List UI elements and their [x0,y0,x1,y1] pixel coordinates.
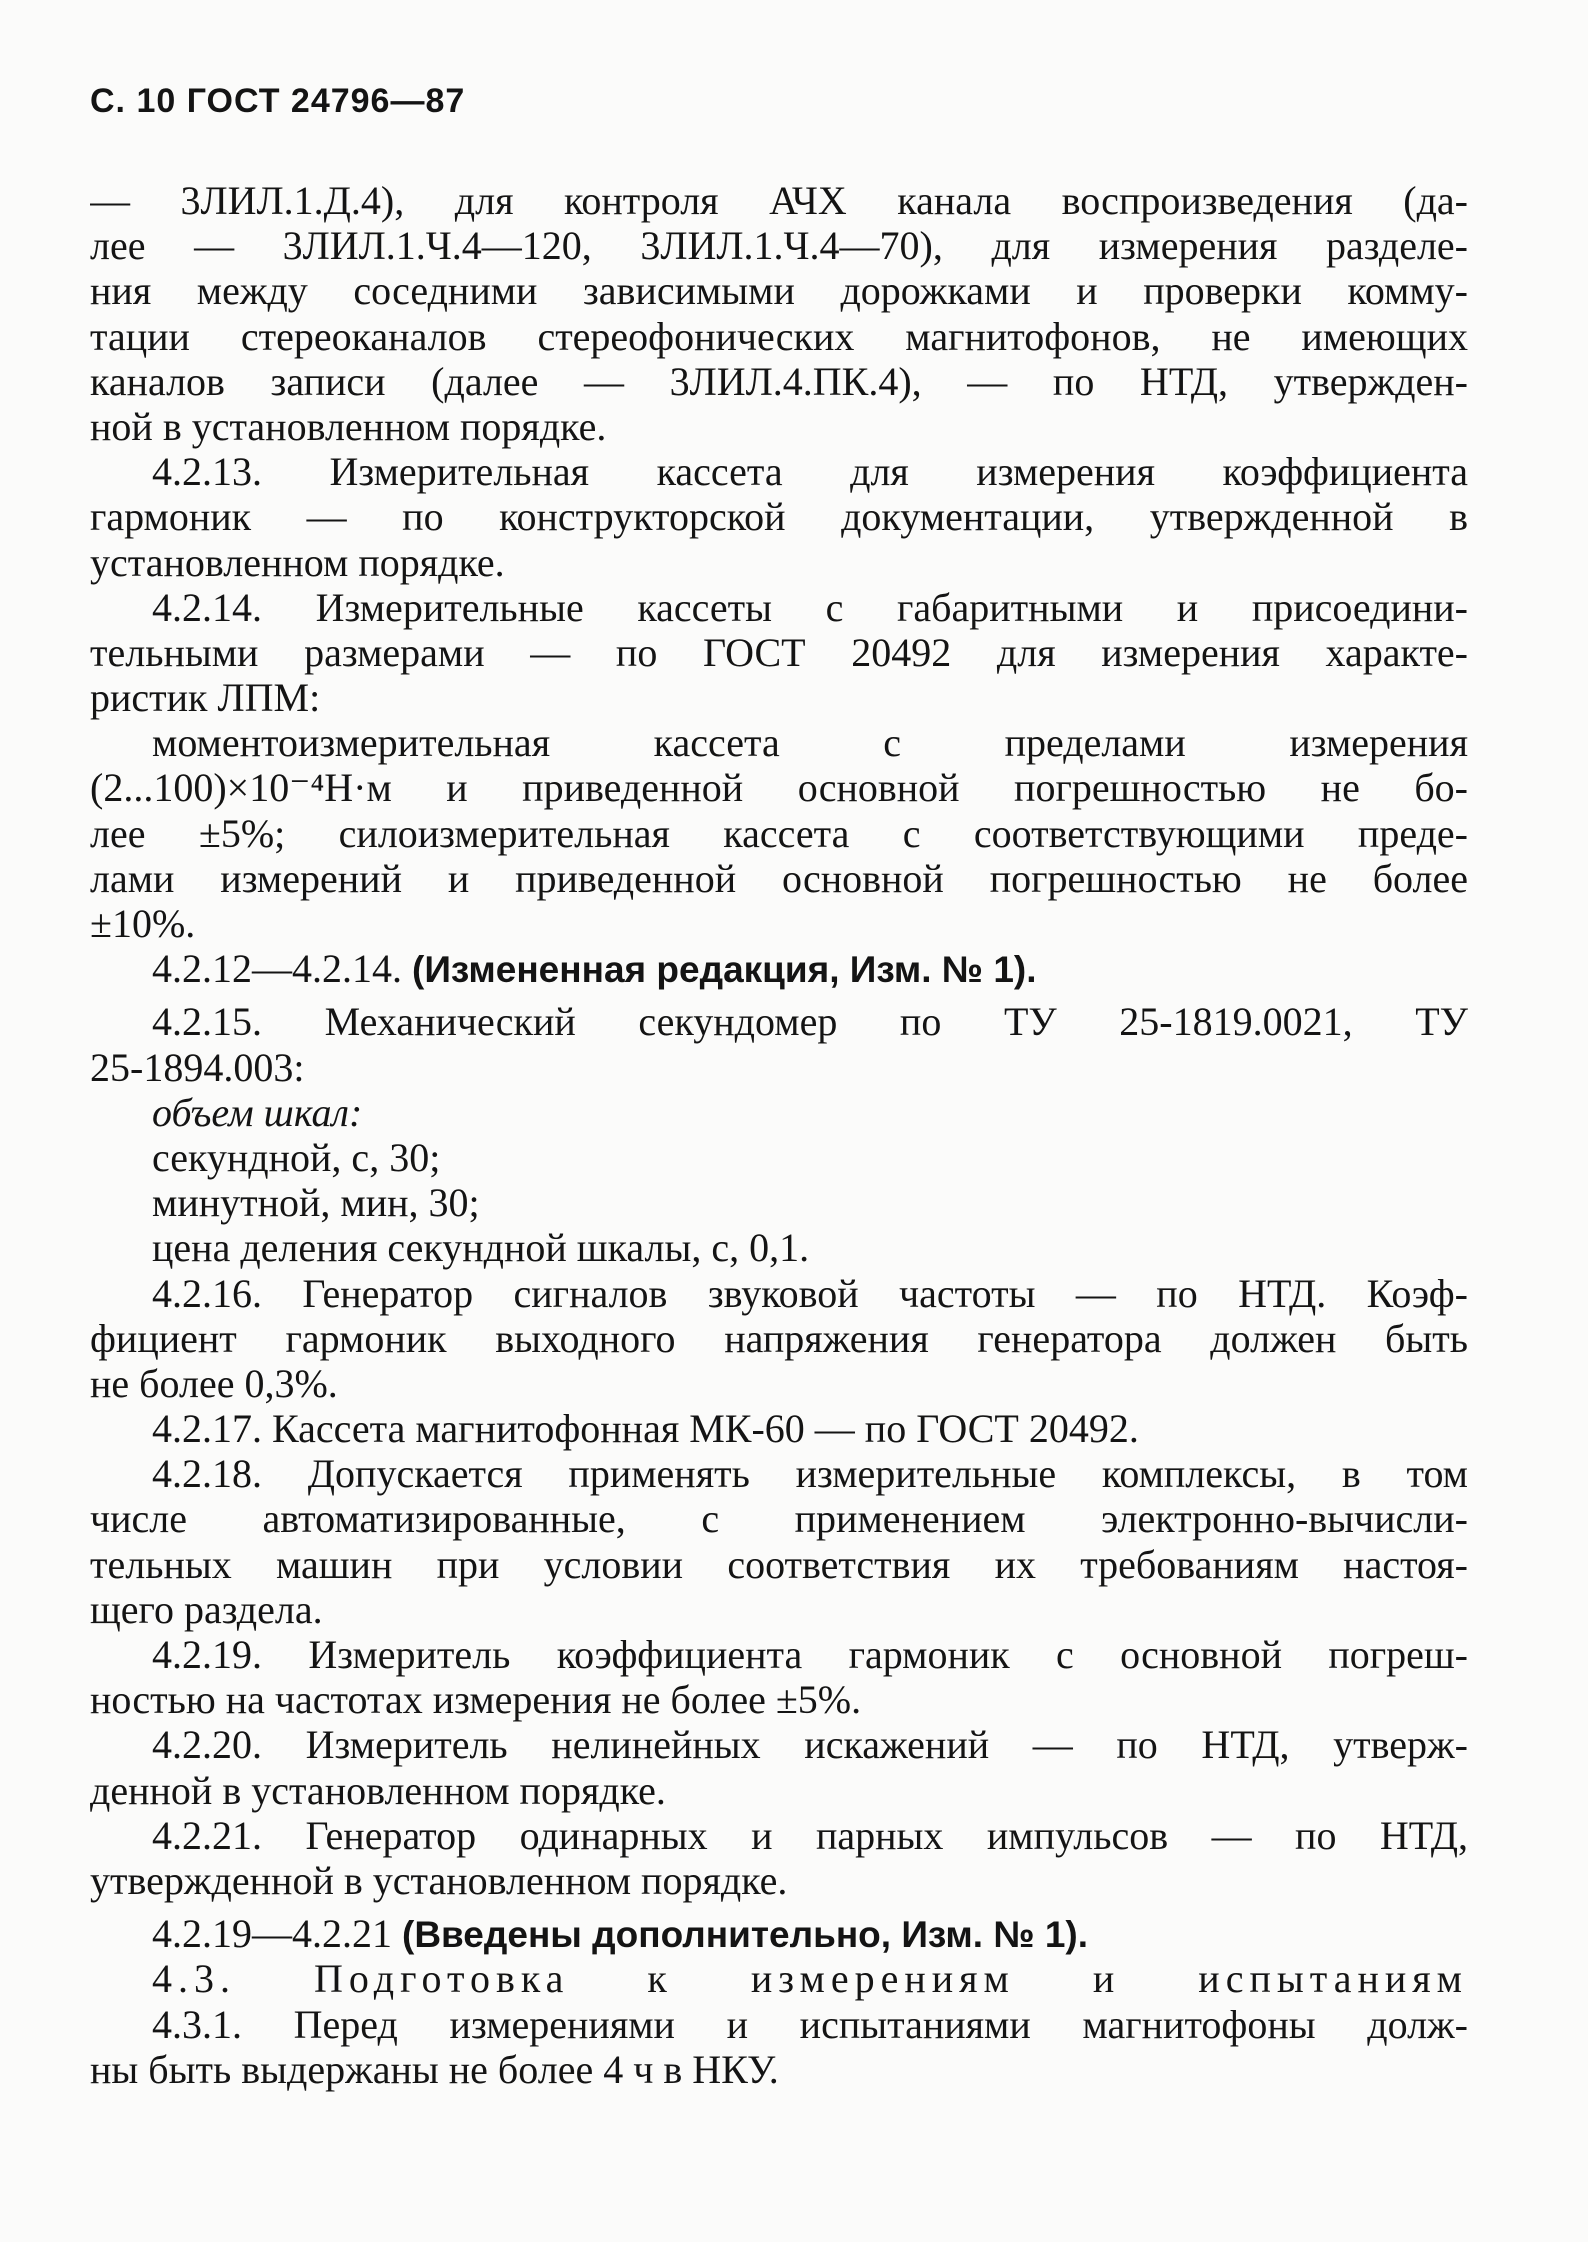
text-line-content: 4.2.19—4.2.21 [152,1911,402,1957]
text-line [90,449,1468,494]
text-line-content: 4.2.20. Измеритель нелинейных искажений — по НТД, утверж- [152,1722,1468,1768]
text-line [90,585,1468,630]
text-line-content: гармоник — по конструкторской документации, утвержденной в [90,494,1468,540]
text-line [90,1858,1468,1903]
text-line [90,2047,1468,2092]
amendment-note: (Введены дополнительно, Изм. № 1). [402,1914,1089,1956]
text-line [90,1180,1468,1225]
text-line [90,268,1468,313]
text-line [90,720,1468,765]
text-line [90,540,1468,585]
text-line-content: ной в установленном порядке. [90,403,607,449]
text-line-content: тельных машин при условии соответствия их требованиям настоя- [90,1541,1468,1587]
text-line-content: установленном порядке. [90,539,505,585]
text-line [90,1316,1468,1361]
text-line-content: утвержденной в установленном порядке. [90,1857,788,1903]
text-line [90,1451,1468,1496]
text-line [90,765,1468,810]
text-line-content: каналов записи (далее — 3ЛИЛ.4.ПК.4), — по НТД, утвержден- [90,358,1468,404]
text-line [90,946,1468,991]
text-line-content: щего раздела. [90,1586,323,1632]
text-line [90,178,1468,223]
text-line [90,1956,1468,2001]
text-line [90,1271,1468,1316]
text-line-content: 4.2.19. Измеритель коэффициента гармоник с основной погреш- [152,1632,1468,1677]
text-line-content: числе автоматизированные, с применением электронно-вычисли- [90,1496,1468,1542]
text-line-content: 4.2.15. Механический секундомер по ТУ 25-1819.0021, ТУ [152,999,1468,1045]
text-line [90,901,1468,946]
text-line-content: 4.2.13. Измерительная кассета для измерения коэффициента [152,449,1468,495]
text-line [90,1090,1468,1135]
text-line-content: 4.2.14. Измерительные кассеты с габаритными и присоедини- [152,584,1468,630]
text-line [90,1722,1468,1767]
document-body [90,178,1468,2092]
text-line-content: 4.3. Подготовка к измерениям и испытаниям [152,1956,1468,2002]
text-line [90,314,1468,359]
text-line-content: ±10%. [90,901,196,946]
amendment-note: (Измененная редакция, Изм. № 1). [412,949,1037,991]
text-line-content: тельными размерами — по ГОСТ 20492 для измерения характе- [90,629,1468,675]
text-line-content: денной в установленном порядке. [90,1767,666,1813]
text-line [90,1542,1468,1587]
text-line [90,1677,1468,1722]
text-line [90,811,1468,856]
text-line-content: фициент гармоник выходного напряжения генератора должен быть [90,1315,1468,1361]
text-line [90,2002,1468,2047]
text-line [90,1045,1468,1090]
text-line-content: тации стереоканалов стереофонических магнитофонов, не имеющих [90,313,1468,359]
text-line-content: лее ±5%; силоизмерительная кассета с соответствующими преде- [90,810,1468,856]
text-line [90,359,1468,404]
text-line-content: не более 0,3%. [90,1360,338,1406]
text-line-content: цена деления секундной шкалы, с, 0,1. [152,1225,810,1271]
text-line-content: ристик ЛПМ: [90,675,321,721]
text-line [90,1911,1468,1956]
text-line-content: лее — 3ЛИЛ.1.Ч.4—120, 3ЛИЛ.1.Ч.4—70), для измерения разделе- [90,223,1468,269]
text-line [90,1406,1468,1451]
text-line-content: 4.2.17. Кассета магнитофонная МК-60 — по ГОСТ 20492. [152,1406,1139,1452]
text-line-content: лами измерений и приведенной основной погрешностью не более [90,855,1468,901]
text-line [90,856,1468,901]
text-line-content: — 3ЛИЛ.1.Д.4), для контроля АЧХ канала воспроизведения (да- [90,178,1468,223]
text-line-content: минутной, мин, 30; [152,1180,480,1226]
text-line-content: ны быть выдержаны не более 4 ч в НКУ. [90,2046,779,2092]
text-line-content: (2...100)×10⁻⁴Н·м и приведенной основной погрешностью не бо- [90,765,1468,811]
text-line-content: объем шкал: [152,1089,363,1135]
text-line [90,1496,1468,1541]
text-line [90,675,1468,720]
text-line-content: моментоизмерительная кассета с пределами измерения [152,720,1468,766]
page-header: С. 10 ГОСТ 24796—87 [90,82,466,120]
text-line [90,1135,1468,1180]
text-line [90,1768,1468,1813]
text-line [90,1587,1468,1632]
text-line [90,999,1468,1044]
text-line [90,1225,1468,1270]
text-line [90,223,1468,268]
text-line [90,1361,1468,1406]
text-line-content: секундной, с, 30; [152,1134,441,1180]
text-line-content: 4.2.16. Генератор сигналов звуковой частоты — по НТД. Коэф- [152,1270,1468,1316]
text-line-content: 4.2.18. Допускается применять измерительные комплексы, в том [152,1451,1468,1497]
text-line-content: ностью на частотах измерения не более ±5%. [90,1677,862,1723]
text-line [90,1813,1468,1858]
text-line [90,1632,1468,1677]
text-line [90,404,1468,449]
text-line [90,494,1468,539]
text-line-content: ния между соседними зависимыми дорожками и проверки комму- [90,268,1468,314]
text-line-content: 4.2.12—4.2.14. [152,946,412,992]
text-line-content: 25-1894.003: [90,1044,305,1090]
text-line-content: 4.2.21. Генератор одинарных и парных импульсов — по НТД, [152,1812,1468,1858]
text-line [90,630,1468,675]
text-line-content: 4.3.1. Перед измерениями и испытаниями магнитофоны долж- [152,2001,1468,2047]
